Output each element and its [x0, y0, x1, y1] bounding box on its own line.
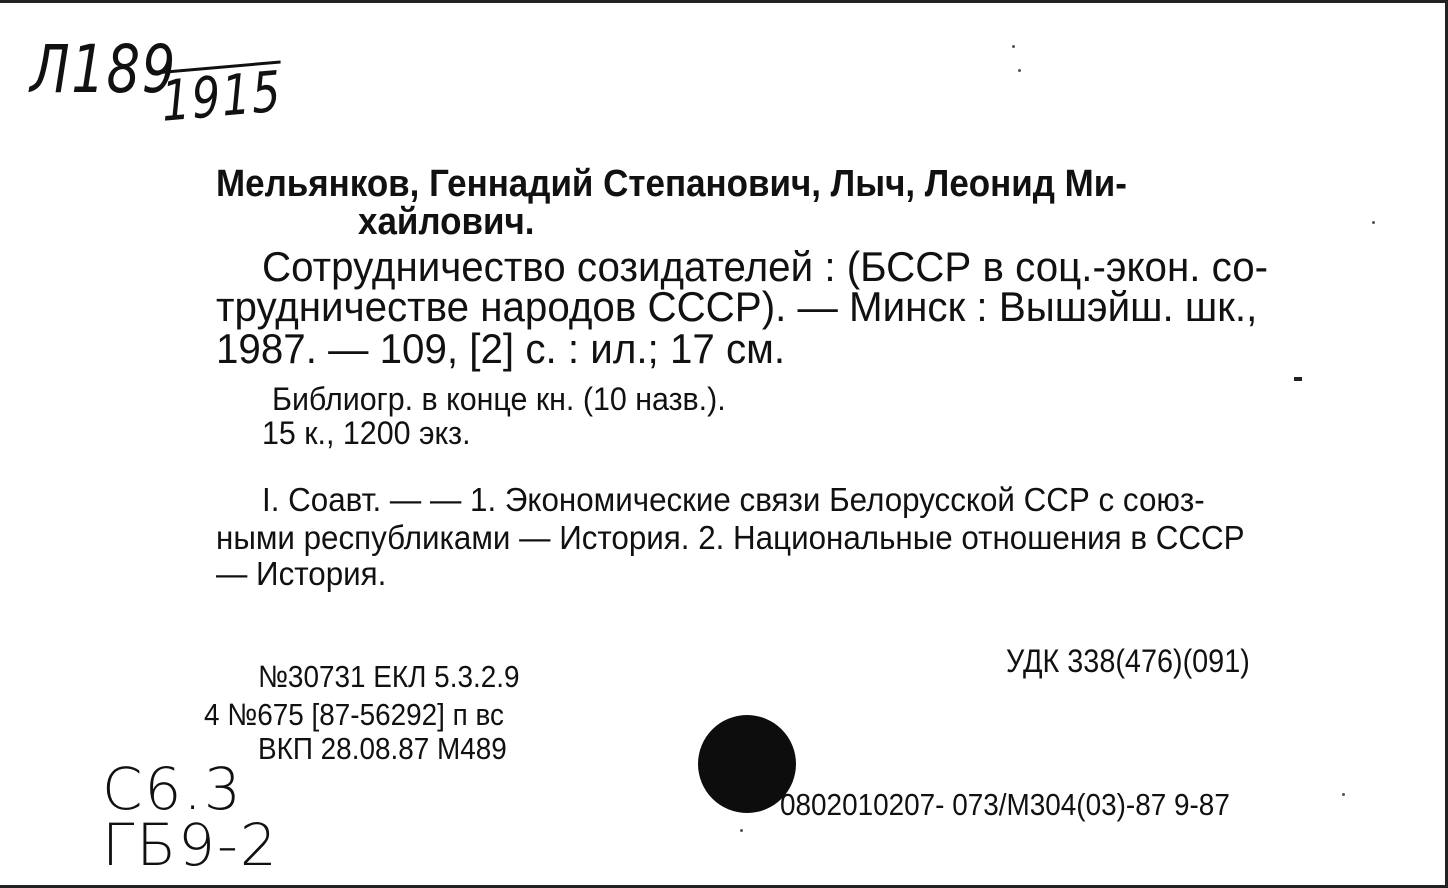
print-speck	[1294, 377, 1302, 381]
author-line-2: хайлович.	[358, 201, 535, 243]
udc-code: УДК 338(476)(091)	[1006, 643, 1250, 679]
print-speck	[740, 829, 743, 832]
print-speck	[1012, 45, 1015, 48]
title-line-3: 1987. — 109, [2] с. : ил.; 17 см.	[216, 325, 786, 372]
price-print-run: 15 к., 1200 экз.	[262, 415, 471, 451]
registration-line-2: 4 №675 [87-56292] п вс	[204, 697, 504, 732]
registration-line-3: ВКП 28.08.87 М489	[258, 731, 507, 766]
class-mark-handwritten-1: С6.3	[102, 755, 243, 823]
shelf-number-handwritten: 1915	[159, 59, 284, 135]
registration-line-1: №30731 ЕКЛ 5.3.2.9	[258, 659, 520, 694]
title-line-2: трудничестве народов СССР). — Минск : Вышэйш. шк.,	[216, 283, 1258, 330]
class-mark-handwritten-2: ГБ9-2	[102, 811, 279, 879]
subject-line-2: ными республиками — История. 2. Национальные отношения в СССР	[216, 519, 1245, 556]
title-line-1: Сотрудничество созидателей : (БССР в соц.-экон. со-	[262, 243, 1269, 290]
print-speck	[1018, 69, 1021, 72]
bibliography-note: Библиогр. в конце кн. (10 назв.).	[272, 381, 726, 417]
subject-line-3: — История.	[216, 555, 387, 592]
print-speck	[1342, 793, 1345, 796]
shelf-mark-handwritten: Л189	[30, 31, 177, 108]
author-line-1: Мельянков, Геннадий Степанович, Лыч, Леонид Ми-	[216, 163, 1127, 205]
subject-line-1: I. Соавт. — — 1. Экономические связи Белорусской ССР с союз-	[262, 481, 1205, 518]
print-speck	[1372, 221, 1375, 224]
classification-code: 0802010207- 073/М304(03)-87 9-87	[780, 787, 1230, 822]
